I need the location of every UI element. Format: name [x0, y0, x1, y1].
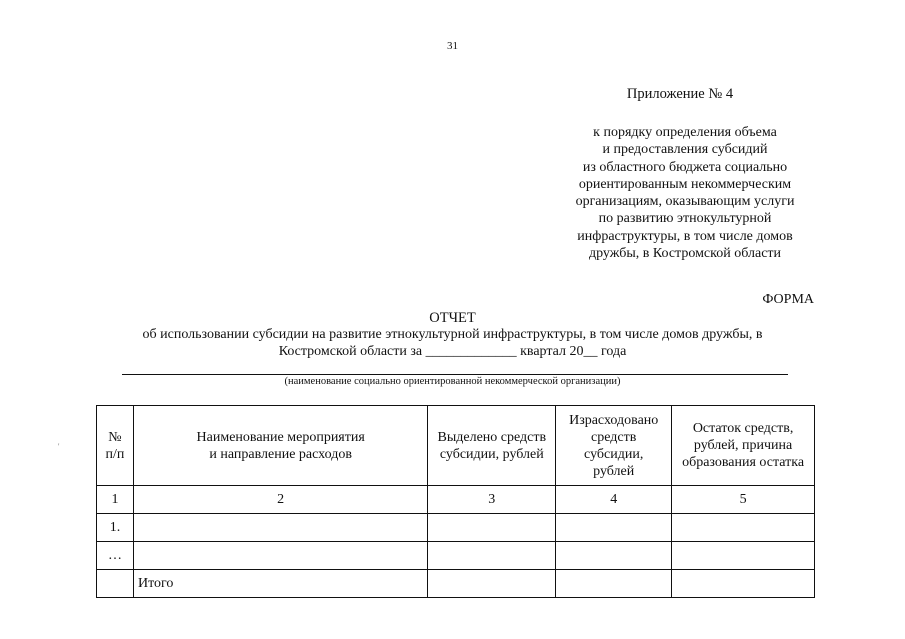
table-cell: [556, 514, 672, 542]
table-cell: [428, 542, 556, 570]
table-header-row: [97, 406, 815, 486]
appendix-line: и предоставления субсидий: [602, 142, 768, 158]
table-row: [97, 542, 815, 570]
appendix-line: из областного бюджета социально: [582, 159, 788, 175]
report-subtitle-line: об использовании субсидии на развитие этнокультурной инфраструктуры, в том числе домов дружбы, в: [142, 327, 763, 342]
header-cell-event-name: Наименование мероприятия и направление расходов: [133, 406, 427, 486]
table-row-total: [97, 570, 815, 598]
table-cell: [97, 570, 134, 598]
header-cell-number: № п/п: [97, 406, 134, 486]
table-cell: [556, 570, 672, 598]
organization-name-line: [122, 374, 788, 375]
column-number-cell: 2: [133, 486, 427, 514]
appendix-line: организациям, оказывающим услуги: [575, 194, 795, 210]
table-cell: …: [97, 542, 134, 570]
table-cell: [672, 570, 815, 598]
table-cell: [672, 514, 815, 542]
form-label: ФОРМА: [762, 292, 814, 307]
table-cell: [556, 542, 672, 570]
column-number-cell: 5: [672, 486, 815, 514]
organization-caption: (наименование социально ориентированной некоммерческой организации): [284, 376, 621, 387]
table-cell: [133, 542, 427, 570]
header-cell-allocated: Выделено средств субсидии, рублей: [428, 406, 556, 486]
page-number: 31: [447, 40, 458, 52]
stray-mark: ': [58, 442, 60, 451]
report-subtitle-line: Костромской области за _____________ квартал 20__ года: [278, 344, 627, 359]
appendix-line: к порядку определения объема: [593, 125, 777, 140]
table-cell: 1.: [97, 514, 134, 542]
total-label: Итого: [133, 570, 427, 598]
column-number-cell: 4: [556, 486, 672, 514]
table-cell: [428, 514, 556, 542]
report-title: ОТЧЕТ: [429, 310, 476, 326]
column-number-cell: 1: [97, 486, 134, 514]
header-cell-spent: Израсходовано средств субсидии, рублей: [556, 406, 672, 486]
report-subtitle: [0, 326, 905, 360]
appendix-line: дружбы, в Костромской области: [588, 246, 782, 262]
table-row: [97, 514, 815, 542]
appendix-title: Приложение № 4: [626, 86, 734, 102]
appendix-line: инфраструктуры, в том числе домов: [577, 228, 793, 244]
column-number-cell: 3: [428, 486, 556, 514]
table-cell: [428, 570, 556, 598]
column-numbers-row: [97, 486, 815, 514]
appendix-line: ориентированным некоммерческим: [578, 176, 792, 192]
header-cell-remainder: Остаток средств, рублей, причина образования остатка: [672, 406, 815, 486]
table-cell: [133, 514, 427, 542]
appendix-description: [540, 124, 830, 262]
table-cell: [672, 542, 815, 570]
appendix-line: по развитию этнокультурной: [598, 211, 772, 227]
report-table: [96, 405, 815, 598]
